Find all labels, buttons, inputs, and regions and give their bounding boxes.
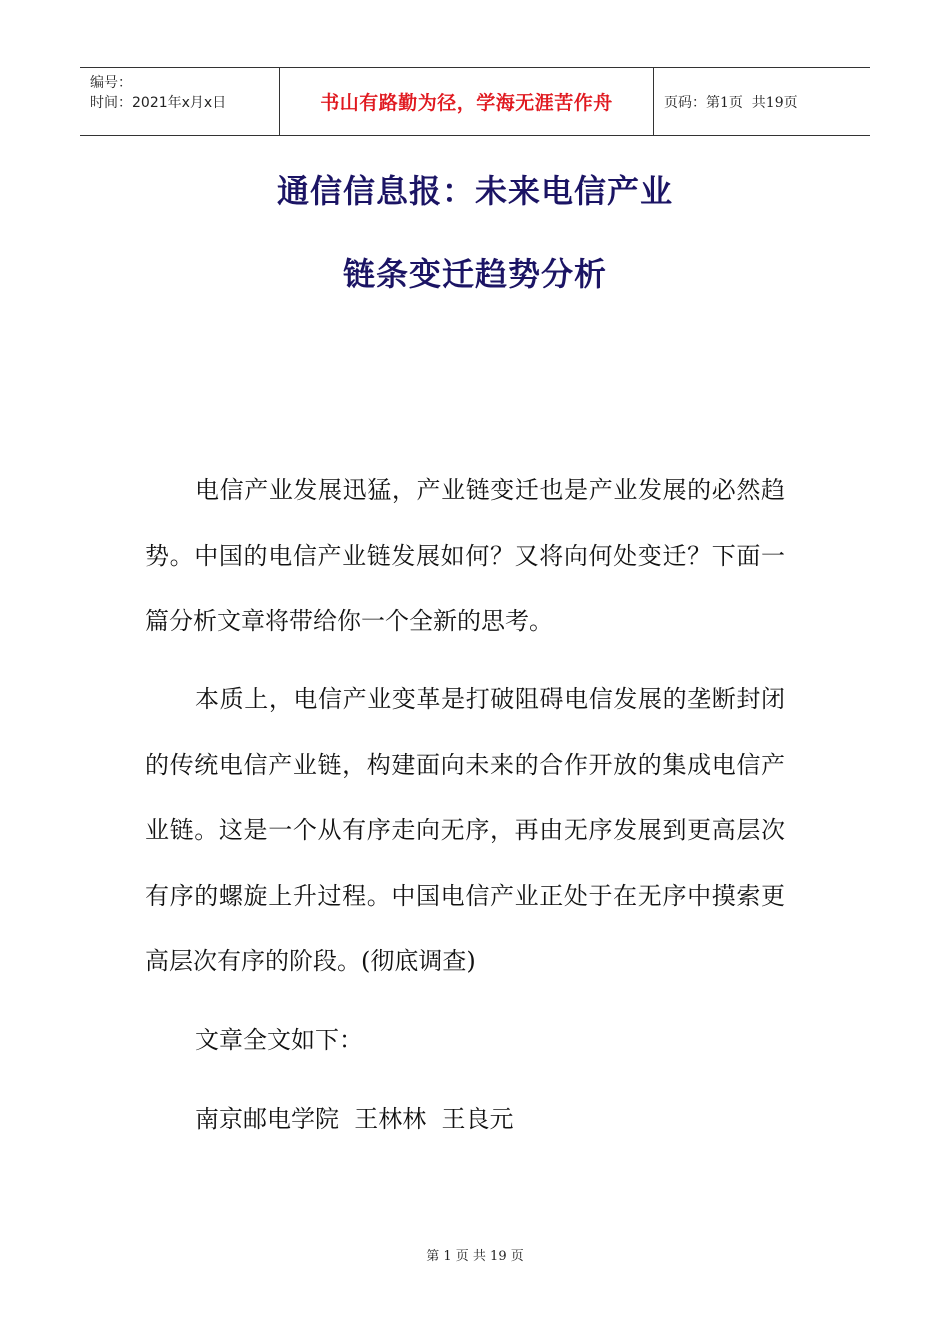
header-meta: [80, 68, 280, 135]
motto-text: 书山有路勤为径，学海无涯苦作舟: [320, 92, 613, 114]
paragraph-fulltext-label: 文章全文如下：: [195, 1026, 363, 1054]
document-header: [80, 67, 870, 136]
header-page-info: 页码：第1页 共19页: [664, 94, 798, 111]
number-label: 编号：: [90, 75, 132, 91]
title-line-1: 通信信息报：未来电信产业: [276, 172, 673, 210]
page-footer: 第 1 页 共 19 页: [426, 1249, 524, 1264]
header-motto-cell: [280, 68, 654, 135]
paragraph-intro: 电信产业发展迅猛，产业链变迁也是产业发展的必然趋势。中国的电信产业链发展如何？又将向何处变迁？下面一篇分析文章将带给你一个全新的思考。: [145, 476, 785, 635]
paragraph-essence: 本质上，电信产业变革是打破阻碍电信发展的垄断封闭的传统电信产业链，构建面向未来的合作开放的集成电信产业链。这是一个从有序走向无序，再由无序发展到更高层次有序的螺旋上升过程。中国电信产业正处于在无序中摸索更高层次有序的阶段。(彻底调查): [145, 685, 785, 975]
title-line-2: 链条变迁趋势分析: [342, 255, 607, 293]
paragraph-authors: 南京邮电学院 王林林 王良元: [195, 1105, 514, 1133]
time-label: 时间：2021年x月x日: [90, 95, 227, 111]
